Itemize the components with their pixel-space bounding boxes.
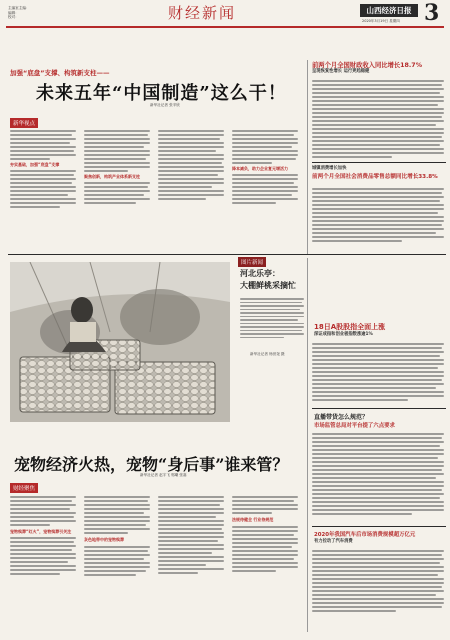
bottom-story-body [10,494,300,634]
masthead-rule [6,26,444,28]
photo-news-tag: 图片新闻 [238,257,266,267]
right-mid-body-3 [312,548,446,614]
top-story-byline: 新华社记者 张辛欣 [150,103,180,107]
right-top-headline-1: 前两个月全国财政收入同比增长18.7% [312,62,423,69]
right-mid-body-1 [312,341,446,403]
right-top-body-1 [312,78,446,160]
editor-line-3: 校对： [8,15,19,20]
paper-name-badge [360,4,418,17]
right-mid-rule-1 [312,408,446,409]
right-mid-sub-1: 深证成指和创业板指数涨逾1% [314,332,373,337]
bottom-story-section-tag: 财经聚焦 [10,483,38,493]
paper-name: 山西经济日报 [366,6,412,15]
right-top-body-2 [312,186,446,244]
bottom-story-byline: 新华社记者 赵宇飞 郭曦 张嘉 [140,473,187,477]
photo-news-title-1: 河北乐亭： [240,269,280,278]
photo-news-credit: 新华社记者 杨世尧 摄 [250,352,285,356]
top-story-section-tag: 新华视点 [10,118,38,128]
date-line: 2020年3月19日 星期四 [362,19,400,23]
subhead-gray-area: 灰色地带中的宠物殡葬 [84,537,124,542]
right-mid-body-2 [312,431,446,517]
subhead-cost-reduction: 降本减负，助力企业复元增活力 [232,166,288,171]
subhead-regulation: 法规待健全 行业待规范 [232,517,274,522]
editor-line-1: 主编室主编： [8,6,30,10]
bottom-story-col-2 [84,494,152,578]
right-top-headline-2: 前两个月全国社会消费品零售总额同比增长33.8% [312,174,438,180]
right-mid-sub-2: 市场监管总局对平台提了六点要求 [314,423,395,429]
top-story-col-4 [232,128,300,206]
bottom-story-headline: 宠物经济火热，宠物“身后事”谁来管？ [14,455,289,474]
top-story-headline: 未来五年“中国制造”这么干！ [36,83,287,104]
top-story-body [10,128,300,248]
bottom-story-col-3 [158,494,226,576]
right-top-sub-2: 城镇消费增长加快 [312,166,347,171]
right-mid-headline-3: 2020年我国汽车后市场消费规模超万亿元 [314,532,416,538]
photo-news-caption-body [240,296,306,340]
column-divider-top [307,60,308,254]
top-story-col-2 [84,128,152,206]
masthead-editors [8,6,78,20]
greenhouse-photo-image [10,262,230,422]
subhead-pet-funeral-boom: 宠物殡葬“红火”，宠物殡葬引关注 [10,529,72,534]
subhead-foundation: 夯实基础，加强“底盘”支撑 [10,162,60,167]
right-top-sub-1: 呈现恢复性增长 运行更趋稳健 [312,69,370,74]
right-mid-headline-1: 18日A股股指全面上涨 [314,323,386,331]
bottom-story-col-4 [232,494,300,574]
masthead-section-title: 财经新闻 [168,4,237,22]
photo-news-title-2: 大棚鲜桃采摘忙 [240,281,296,290]
top-story-col-3 [158,128,226,202]
peach-harvest-photo [10,262,230,422]
right-top-rule [312,162,446,163]
bottom-story-col-1 [10,494,78,577]
page-number: 3 [424,0,440,26]
column-divider-mid [307,258,308,632]
editor-line-2: 编辑： [8,10,19,15]
right-mid-rule-2 [312,526,446,527]
right-mid-sub-3: 有力拉动了汽车消费 [314,539,353,544]
top-story-kicker: 加强“底盘”支撑、构筑新支柱—— [10,69,110,77]
photo-news-rule [8,254,446,255]
top-story-col-1 [10,128,78,210]
subhead-innovation: 聚焦创新，构筑产业体系新支柱 [84,174,140,179]
right-mid-headline-2: 直播带货怎么规范？ [314,414,369,421]
